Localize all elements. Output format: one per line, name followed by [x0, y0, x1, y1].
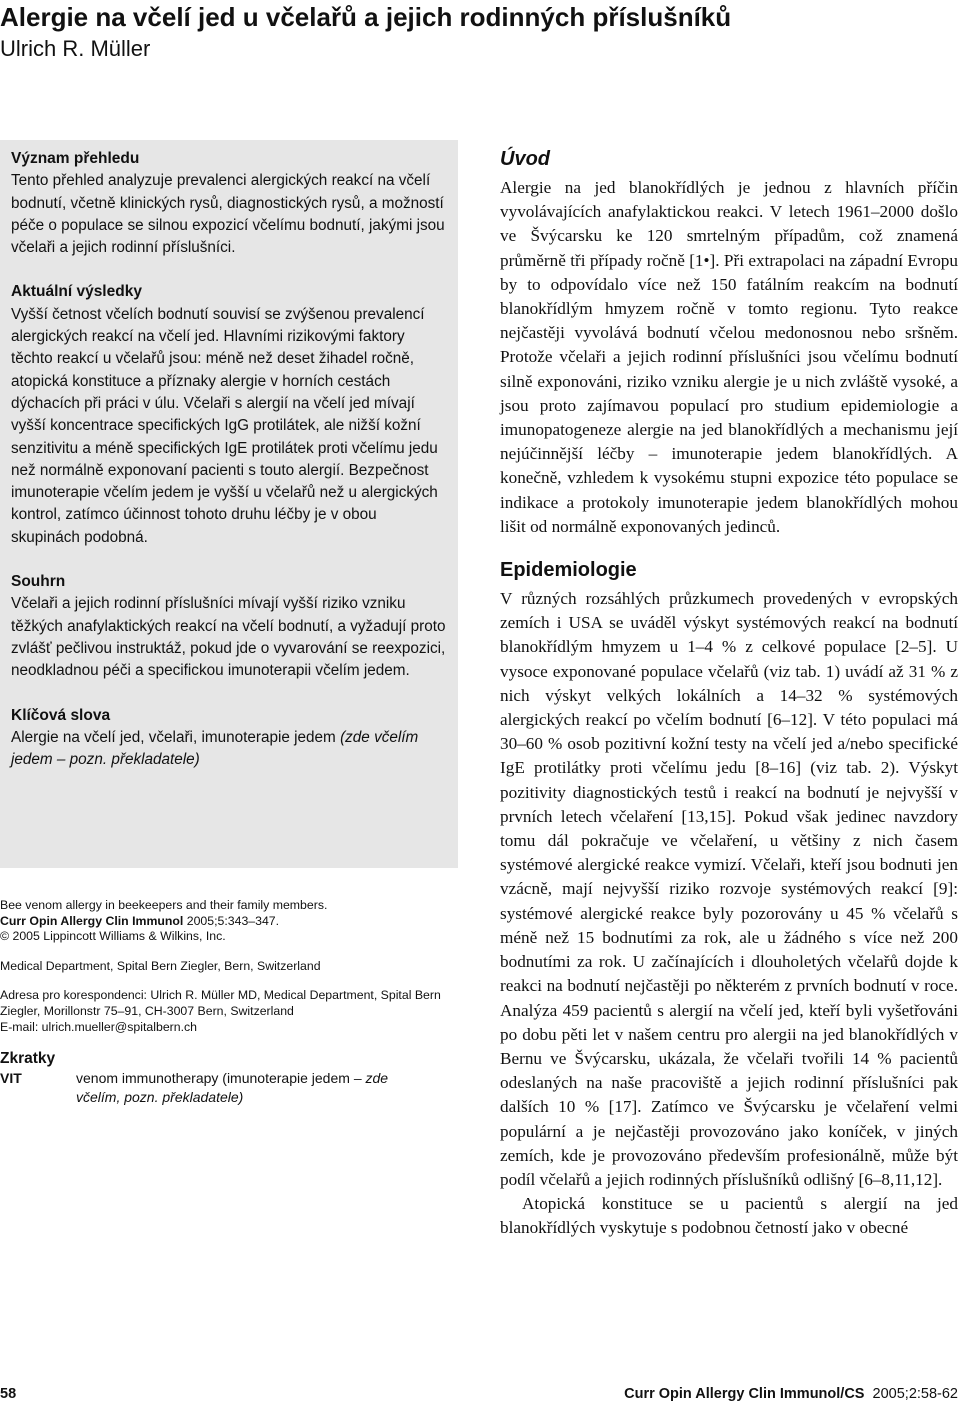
abbreviations-heading: Zkratky	[0, 1050, 56, 1068]
copyright: © 2005 Lippincott Williams & Wilkins, Inc.	[0, 929, 226, 944]
citation-line	[0, 914, 460, 930]
findings-heading: Aktuální výsledky	[11, 283, 142, 301]
summary-text: Včelaři a jejich rodinní příslušníci mívají vyšší riziko vzniku těžkých anafylaktických reakcí na včelí bodnutí, a vyžadují proto zvlášť pečlivou instruktáž, pokud jde o vyvarování se reexpozici, neodkladnou péči a specifickou imunoterapii včelím jedem.	[11, 595, 446, 680]
significance-text: Tento přehled analyzuje prevalenci alergických reakcí na včelí bodnutí, včetně klinických rysů, diagnostických rysů, a možností péče o populace se silnou expozicí včelímu bodnutí, jakými jsou včelaři a jejich rodinní příslušníci.	[11, 172, 445, 257]
journal-abbrev: Curr Opin Allergy Clin Immunol	[0, 913, 184, 928]
epidemiology-text-continued: Atopická konstituce se u pacientů s alergií na jed blanokřídlých vyskytuje s podobnou četností jako v obecné	[500, 1194, 958, 1238]
intro-text: Alergie na jed blanokřídlých je jednou z hlavních příčin vyvolávajících anafylaktickou reakci. V letech 1961–2000 došlo ve Švýcarsku ke 120 smrtelným případům, což znamená průměrně tři případy ročně [1•]. Při extrapolaci na západní Evropu by to odpovídalo více než 150 fatálním reakcím na bodnutí blanokřídlým hmyzem ročně v tomto regionu. Tyto reakce nejčastěji vyvolává bodnutí včelou medonosnou nebo sršněm. Protože včelaři a jejich rodinní příslušníci jsou včelímu bodnutí silně exponováni, riziko vzniku alergie je u nich zvláště vysoké, a jsou proto zajímavou populací pro studium epidemiologie a imunopatogeneze alergie na jed blanokřídlých a mechanismu její nejúčinnější léčby – imunoterapie jedem blanokřídlých. A konečně, vzhledem k vysokému stupni expozice této populace se indikace a protokoly imunoterapie jedem blanokřídlých mohou lišit od normálně exponovaných jedinců.	[500, 178, 958, 536]
department: Medical Department, Spital Bern Ziegler, Bern, Switzerland	[0, 958, 321, 973]
abbreviation-key: VIT	[0, 1070, 22, 1087]
email: E-mail: ulrich.mueller@spitalbern.ch	[0, 1019, 198, 1034]
findings-text: Vyšší četnost včelích bodnutí souvisí se zvýšenou prevalencí alergických reakcí na včelí jed. Hlavními rizikovými faktory těchto reakcí u včelařů jsou: méně než deset žihadel ročně, atopická konstituce a příznaky alergie v horních cestách dýchacích při práci v úlu. Včelaři s alergií na včelí jed mívají vyšší koncentrace specifických IgG protilátek, ale nižší kožní senzitivitu a méně specifických IgE protilátek proti včelímu jedu než normálně exponovaní pacienti s touto alergií. Bezpečnost imunoterapie včelím jedem je vyšší u včelařů než u alergických kontrol, zatímco účinnost tohoto druhu léčby je v obou skupinách podobná.	[11, 305, 438, 546]
correspondence: Adresa pro korespondenci: Ulrich R. Müller MD, Medical Department, Spital Bern Ziegler, Morillonstr 75–91, CH-3007 Bern, Switzerland	[0, 988, 441, 1018]
keywords-heading: Klíčová slova	[11, 706, 111, 724]
page-footer	[0, 1384, 960, 1404]
english-title: Bee venom allergy in beekeepers and their family members.	[0, 898, 328, 912]
abbreviation-value: venom immunotherapy (imunoterapie jedem	[76, 1070, 350, 1087]
article-meta	[0, 898, 460, 1106]
keywords-text: Alergie na včelí jed, včelaři, imunoterapie jedem	[11, 728, 336, 746]
significance-heading: Význam přehledu	[11, 150, 140, 167]
main-text-column	[500, 146, 958, 1241]
epidemiology-text: V různých rozsáhlých průzkumech provedených v evropských zemích i USA se uváděl výskyt systémových reakcí na bodnutí blanokřídlým hmyzem u 1–4 % z celkové populace [2–5]. U vysoce exponované populace včelařů (viz tab. 1) uvádí až 31 % z nich výskyt velkých lokálních a 14–32 % systémových alergických reakcí po včelím bodnutí [6–12]. V této populaci má 30–60 % osob pozitivní kožní testy na včelí jed a/nebo specifické IgE protilátky proti včelímu jedu [8–16] (viz tab. 2). Výskyt pozitivity diagnostických testů i reakcí na bodnutí je nejvyšší v prvních letech včelaření [13,15]. Pokud však jedinec navzdory tomu dál pokračuje ve včelaření, u většiny z nich časem systémové alergické reakce vymizí. Včelaři, kteří jsou bodnuti jen vzácně, mají nejvyšší riziko rozvoje systémových reakcí [9]: systémové alergické reakce byly pozorovány u 45 % včelařů s méně než 15 bodnutími za rok, ale u žádného s více než 200 bodnutími za rok. U začínajících i dlouholetých včelařů dojde k reakci na bodnutí nejčastěji po některém z prvních bodnutí v roce. Analýza 459 pacientů s alergií na včelí jed, kteří byli vyšetřováni po dobu pěti let v našem centru pro alergii na jed blanokřídlých v Bernu ve Švýcarsku, ukázala, že včelaři tvořili 14 % pacientů odeslaných na naše pracoviště a jejich rodinní příslušníci pak dalších 10 % [17]. Zatímco ve Švýcarsku je včelaření velmi populární a je nejčastěji provozováno jako koníček, v jiných zemích, kde je provozováno především profesionálně, může být podíl včelařů a jejich rodinných příslušníků odlišný [6–8,11,12].	[500, 589, 958, 1189]
keywords-note: (zde včelím jedem – pozn. překladatele)	[11, 728, 419, 769]
summary-heading: Souhrn	[11, 573, 66, 591]
keywords-paragraph	[11, 727, 448, 772]
intro-heading: Úvod	[500, 148, 550, 170]
journal-name: Curr Opin Allergy Clin Immunol/CS	[624, 1386, 865, 1402]
journal-issue: 2005;2:58-62	[872, 1386, 958, 1402]
page-number: 58	[0, 1386, 17, 1402]
summary-box	[0, 140, 458, 868]
abbreviation-row	[0, 1069, 460, 1106]
citation: 2005;5:343–347.	[186, 913, 280, 928]
article-title: Alergie na včelí jed u včelařů a jejich rodinných příslušníků	[0, 2, 732, 32]
article-author: Ulrich R. Müller	[0, 36, 151, 61]
abbreviation-note: – zde včelím, pozn. překladatele)	[76, 1070, 389, 1105]
epidemiology-heading: Epidemiologie	[500, 559, 637, 582]
journal-footer	[624, 1384, 958, 1404]
abbreviation-definition	[76, 1069, 436, 1106]
